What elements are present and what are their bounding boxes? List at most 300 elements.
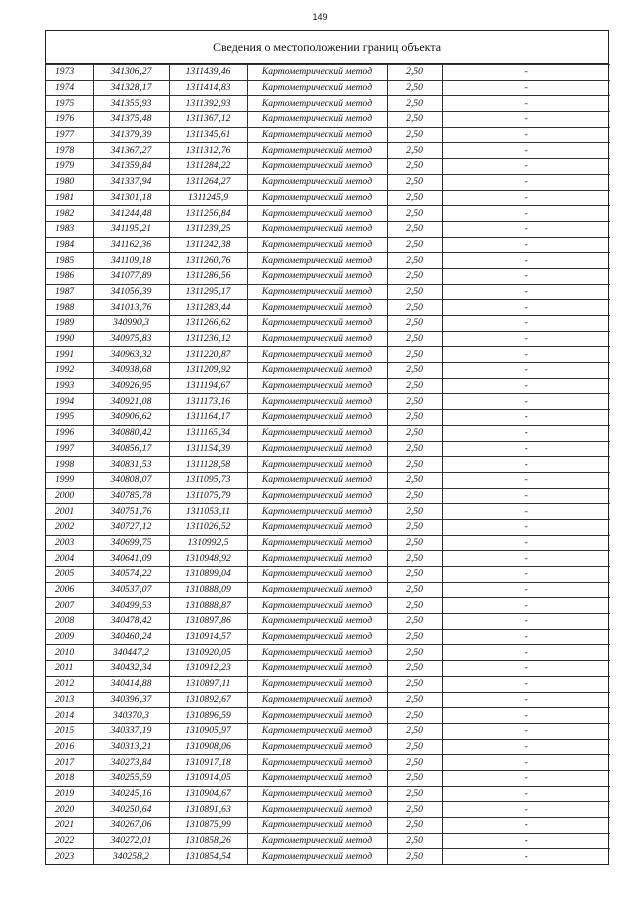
y-coordinate-cell: 1311194,67 [169,378,247,394]
x-coordinate-cell: 340808,07 [93,472,169,488]
accuracy-cell: 2,50 [387,833,442,849]
method-cell: Картометрический метод [247,425,387,441]
method-cell: Картометрический метод [247,708,387,724]
accuracy-cell: 2,50 [387,472,442,488]
table-row [46,253,610,269]
y-coordinate-cell: 1310948,92 [169,551,247,567]
description-cell: - [442,347,610,363]
method-cell: Картометрический метод [247,410,387,426]
point-number-cell: 1976 [46,112,93,128]
x-coordinate-cell: 341379,39 [93,127,169,143]
accuracy-cell: 2,50 [387,849,442,864]
point-number-cell: 1999 [46,472,93,488]
method-cell: Картометрический метод [247,802,387,818]
y-coordinate-cell: 1310914,05 [169,770,247,786]
point-number-cell: 1985 [46,253,93,269]
accuracy-cell: 2,50 [387,629,442,645]
point-number-cell: 2012 [46,676,93,692]
x-coordinate-cell: 340880,42 [93,425,169,441]
accuracy-cell: 2,50 [387,535,442,551]
x-coordinate-cell: 340432,34 [93,661,169,677]
x-coordinate-cell: 340245,16 [93,786,169,802]
method-cell: Картометрический метод [247,739,387,755]
accuracy-cell: 2,50 [387,645,442,661]
accuracy-cell: 2,50 [387,425,442,441]
method-cell: Картометрический метод [247,551,387,567]
table-row [46,786,610,802]
accuracy-cell: 2,50 [387,676,442,692]
point-number-cell: 2013 [46,692,93,708]
method-cell: Картометрический метод [247,80,387,96]
table-row [46,614,610,630]
y-coordinate-cell: 1311260,76 [169,253,247,269]
method-cell: Картометрический метод [247,206,387,222]
accuracy-cell: 2,50 [387,519,442,535]
accuracy-cell: 2,50 [387,582,442,598]
x-coordinate-cell: 340447,2 [93,645,169,661]
description-cell: - [442,284,610,300]
y-coordinate-cell: 1310904,67 [169,786,247,802]
x-coordinate-cell: 340975,83 [93,331,169,347]
point-number-cell: 2019 [46,786,93,802]
point-number-cell: 1991 [46,347,93,363]
point-number-cell: 2000 [46,488,93,504]
x-coordinate-cell: 340831,53 [93,457,169,473]
x-coordinate-cell: 341244,48 [93,206,169,222]
accuracy-cell: 2,50 [387,723,442,739]
y-coordinate-cell: 1310912,23 [169,661,247,677]
x-coordinate-cell: 340460,24 [93,629,169,645]
accuracy-cell: 2,50 [387,818,442,834]
y-coordinate-cell: 1311312,76 [169,143,247,159]
description-cell: - [442,849,610,864]
point-number-cell: 1996 [46,425,93,441]
accuracy-cell: 2,50 [387,802,442,818]
y-coordinate-cell: 1311053,11 [169,504,247,520]
description-cell: - [442,519,610,535]
x-coordinate-cell: 340699,75 [93,535,169,551]
table-row [46,347,610,363]
description-cell: - [442,661,610,677]
point-number-cell: 2001 [46,504,93,520]
y-coordinate-cell: 1310891,63 [169,802,247,818]
y-coordinate-cell: 1311026,52 [169,519,247,535]
description-cell: - [442,363,610,379]
method-cell: Картометрический метод [247,755,387,771]
point-number-cell: 2004 [46,551,93,567]
point-number-cell: 2010 [46,645,93,661]
point-number-cell: 1990 [46,331,93,347]
table-row [46,755,610,771]
table-row [46,425,610,441]
x-coordinate-cell: 340499,53 [93,598,169,614]
description-cell: - [442,629,610,645]
description-cell: - [442,692,610,708]
x-coordinate-cell: 341195,21 [93,221,169,237]
y-coordinate-cell: 1311164,17 [169,410,247,426]
y-coordinate-cell: 1311256,84 [169,206,247,222]
y-coordinate-cell: 1311245,9 [169,190,247,206]
table-row [46,237,610,253]
accuracy-cell: 2,50 [387,786,442,802]
y-coordinate-cell: 1311286,56 [169,268,247,284]
method-cell: Картометрический метод [247,363,387,379]
y-coordinate-cell: 1311264,27 [169,174,247,190]
x-coordinate-cell: 341367,27 [93,143,169,159]
method-cell: Картометрический метод [247,237,387,253]
x-coordinate-cell: 340337,19 [93,723,169,739]
y-coordinate-cell: 1311242,38 [169,237,247,253]
method-cell: Картометрический метод [247,174,387,190]
method-cell: Картометрический метод [247,519,387,535]
x-coordinate-cell: 341056,39 [93,284,169,300]
point-number-cell: 1982 [46,206,93,222]
accuracy-cell: 2,50 [387,96,442,112]
point-number-cell: 1974 [46,80,93,96]
point-number-cell: 1995 [46,410,93,426]
point-number-cell: 1977 [46,127,93,143]
method-cell: Картометрический метод [247,190,387,206]
description-cell: - [442,268,610,284]
method-cell: Картометрический метод [247,268,387,284]
x-coordinate-cell: 341301,18 [93,190,169,206]
description-cell: - [442,551,610,567]
method-cell: Картометрический метод [247,629,387,645]
y-coordinate-cell: 1311075,79 [169,488,247,504]
table-row [46,143,610,159]
accuracy-cell: 2,50 [387,488,442,504]
y-coordinate-cell: 1310888,87 [169,598,247,614]
table-row [46,206,610,222]
table-row [46,582,610,598]
method-cell: Картометрический метод [247,143,387,159]
y-coordinate-cell: 1311236,12 [169,331,247,347]
table-row [46,519,610,535]
table-row [46,818,610,834]
boundary-table-sheet [45,30,609,865]
point-number-cell: 1979 [46,159,93,175]
table-row [46,676,610,692]
x-coordinate-cell: 340921,08 [93,394,169,410]
accuracy-cell: 2,50 [387,347,442,363]
table-row [46,65,610,81]
table-row [46,708,610,724]
method-cell: Картометрический метод [247,253,387,269]
table-row [46,174,610,190]
method-cell: Картометрический метод [247,645,387,661]
description-cell: - [442,253,610,269]
method-cell: Картометрический метод [247,833,387,849]
table-row [46,833,610,849]
table-row [46,316,610,332]
y-coordinate-cell: 1311295,17 [169,284,247,300]
accuracy-cell: 2,50 [387,174,442,190]
description-cell: - [442,159,610,175]
point-number-cell: 2002 [46,519,93,535]
y-coordinate-cell: 1311154,39 [169,441,247,457]
accuracy-cell: 2,50 [387,692,442,708]
point-number-cell: 2006 [46,582,93,598]
x-coordinate-cell: 341077,89 [93,268,169,284]
y-coordinate-cell: 1311414,83 [169,80,247,96]
description-cell: - [442,174,610,190]
point-number-cell: 2011 [46,661,93,677]
y-coordinate-cell: 1311345,61 [169,127,247,143]
method-cell: Картометрический метод [247,331,387,347]
description-cell: - [442,488,610,504]
y-coordinate-cell: 1311128,58 [169,457,247,473]
description-cell: - [442,755,610,771]
table-row [46,284,610,300]
accuracy-cell: 2,50 [387,159,442,175]
description-cell: - [442,300,610,316]
x-coordinate-cell: 341355,93 [93,96,169,112]
accuracy-cell: 2,50 [387,268,442,284]
y-coordinate-cell: 1310896,59 [169,708,247,724]
y-coordinate-cell: 1311367,12 [169,112,247,128]
accuracy-cell: 2,50 [387,127,442,143]
y-coordinate-cell: 1311095,73 [169,472,247,488]
table-row [46,80,610,96]
table-row [46,410,610,426]
accuracy-cell: 2,50 [387,739,442,755]
y-coordinate-cell: 1311173,16 [169,394,247,410]
description-cell: - [442,331,610,347]
table-row [46,849,610,864]
x-coordinate-cell: 340751,76 [93,504,169,520]
accuracy-cell: 2,50 [387,190,442,206]
y-coordinate-cell: 1310899,04 [169,567,247,583]
point-number-cell: 2003 [46,535,93,551]
description-cell: - [442,645,610,661]
x-coordinate-cell: 340906,62 [93,410,169,426]
x-coordinate-cell: 340255,59 [93,770,169,786]
method-cell: Картометрический метод [247,378,387,394]
method-cell: Картометрический метод [247,300,387,316]
table-row [46,127,610,143]
accuracy-cell: 2,50 [387,253,442,269]
x-coordinate-cell: 340938,68 [93,363,169,379]
table-row [46,645,610,661]
x-coordinate-cell: 340370,3 [93,708,169,724]
x-coordinate-cell: 340414,88 [93,676,169,692]
x-coordinate-cell: 340856,17 [93,441,169,457]
table-row [46,441,610,457]
x-coordinate-cell: 340267,06 [93,818,169,834]
table-row [46,331,610,347]
accuracy-cell: 2,50 [387,316,442,332]
y-coordinate-cell: 1310914,57 [169,629,247,645]
accuracy-cell: 2,50 [387,567,442,583]
accuracy-cell: 2,50 [387,770,442,786]
y-coordinate-cell: 1310858,26 [169,833,247,849]
x-coordinate-cell: 340727,12 [93,519,169,535]
method-cell: Картометрический метод [247,394,387,410]
description-cell: - [442,708,610,724]
description-cell: - [442,472,610,488]
accuracy-cell: 2,50 [387,410,442,426]
y-coordinate-cell: 1311392,93 [169,96,247,112]
method-cell: Картометрический метод [247,818,387,834]
method-cell: Картометрический метод [247,598,387,614]
point-number-cell: 1992 [46,363,93,379]
point-number-cell: 1975 [46,96,93,112]
y-coordinate-cell: 1311284,22 [169,159,247,175]
y-coordinate-cell: 1310917,18 [169,755,247,771]
y-coordinate-cell: 1311220,87 [169,347,247,363]
table-row [46,472,610,488]
y-coordinate-cell: 1310905,97 [169,723,247,739]
table-row [46,535,610,551]
y-coordinate-cell: 1310992,5 [169,535,247,551]
point-number-cell: 2016 [46,739,93,755]
accuracy-cell: 2,50 [387,80,442,96]
method-cell: Картометрический метод [247,284,387,300]
table-row [46,504,610,520]
description-cell: - [442,535,610,551]
x-coordinate-cell: 340926,95 [93,378,169,394]
point-number-cell: 2023 [46,849,93,864]
table-row [46,723,610,739]
point-number-cell: 2015 [46,723,93,739]
x-coordinate-cell: 341109,18 [93,253,169,269]
description-cell: - [442,802,610,818]
accuracy-cell: 2,50 [387,708,442,724]
method-cell: Картометрический метод [247,614,387,630]
coordinates-table [46,64,610,864]
x-coordinate-cell: 341375,48 [93,112,169,128]
method-cell: Картометрический метод [247,582,387,598]
x-coordinate-cell: 340396,37 [93,692,169,708]
method-cell: Картометрический метод [247,441,387,457]
table-row [46,190,610,206]
table-row [46,159,610,175]
method-cell: Картометрический метод [247,472,387,488]
point-number-cell: 2007 [46,598,93,614]
table-row [46,661,610,677]
table-row [46,692,610,708]
y-coordinate-cell: 1310897,11 [169,676,247,692]
y-coordinate-cell: 1310897,86 [169,614,247,630]
method-cell: Картометрический метод [247,316,387,332]
x-coordinate-cell: 341162,36 [93,237,169,253]
point-number-cell: 1998 [46,457,93,473]
accuracy-cell: 2,50 [387,661,442,677]
y-coordinate-cell: 1311439,46 [169,65,247,81]
point-number-cell: 1983 [46,221,93,237]
table-row [46,739,610,755]
description-cell: - [442,614,610,630]
accuracy-cell: 2,50 [387,363,442,379]
description-cell: - [442,112,610,128]
x-coordinate-cell: 340273,84 [93,755,169,771]
sheet-title: Сведения о местоположении границ объекта [46,31,608,64]
method-cell: Картометрический метод [247,347,387,363]
description-cell: - [442,221,610,237]
accuracy-cell: 2,50 [387,598,442,614]
accuracy-cell: 2,50 [387,300,442,316]
point-number-cell: 1981 [46,190,93,206]
method-cell: Картометрический метод [247,567,387,583]
y-coordinate-cell: 1310920,05 [169,645,247,661]
table-row [46,96,610,112]
x-coordinate-cell: 340641,09 [93,551,169,567]
accuracy-cell: 2,50 [387,65,442,81]
method-cell: Картометрический метод [247,770,387,786]
page-number: 149 [312,12,328,22]
point-number-cell: 2017 [46,755,93,771]
method-cell: Картометрический метод [247,723,387,739]
y-coordinate-cell: 1311239,25 [169,221,247,237]
x-coordinate-cell: 340250,64 [93,802,169,818]
method-cell: Картометрический метод [247,65,387,81]
accuracy-cell: 2,50 [387,378,442,394]
description-cell: - [442,567,610,583]
point-number-cell: 2021 [46,818,93,834]
point-number-cell: 1997 [46,441,93,457]
description-cell: - [442,65,610,81]
method-cell: Картометрический метод [247,692,387,708]
x-coordinate-cell: 340313,21 [93,739,169,755]
method-cell: Картометрический метод [247,786,387,802]
method-cell: Картометрический метод [247,96,387,112]
method-cell: Картометрический метод [247,849,387,864]
table-row [46,221,610,237]
accuracy-cell: 2,50 [387,284,442,300]
method-cell: Картометрический метод [247,504,387,520]
y-coordinate-cell: 1311165,34 [169,425,247,441]
accuracy-cell: 2,50 [387,755,442,771]
accuracy-cell: 2,50 [387,614,442,630]
x-coordinate-cell: 341328,17 [93,80,169,96]
method-cell: Картометрический метод [247,159,387,175]
x-coordinate-cell: 341306,27 [93,65,169,81]
y-coordinate-cell: 1310854,54 [169,849,247,864]
point-number-cell: 2022 [46,833,93,849]
description-cell: - [442,457,610,473]
x-coordinate-cell: 340258,2 [93,849,169,864]
description-cell: - [442,378,610,394]
table-row [46,488,610,504]
accuracy-cell: 2,50 [387,206,442,222]
description-cell: - [442,316,610,332]
table-row [46,457,610,473]
table-row [46,394,610,410]
table-row [46,802,610,818]
y-coordinate-cell: 1311283,44 [169,300,247,316]
point-number-cell: 1980 [46,174,93,190]
description-cell: - [442,441,610,457]
method-cell: Картометрический метод [247,112,387,128]
accuracy-cell: 2,50 [387,331,442,347]
description-cell: - [442,127,610,143]
accuracy-cell: 2,50 [387,551,442,567]
description-cell: - [442,80,610,96]
x-coordinate-cell: 340574,22 [93,567,169,583]
description-cell: - [442,504,610,520]
method-cell: Картометрический метод [247,676,387,692]
y-coordinate-cell: 1310888,09 [169,582,247,598]
method-cell: Картометрический метод [247,127,387,143]
table-row [46,363,610,379]
x-coordinate-cell: 340272,01 [93,833,169,849]
table-row [46,112,610,128]
table-row [46,598,610,614]
point-number-cell: 1993 [46,378,93,394]
accuracy-cell: 2,50 [387,457,442,473]
method-cell: Картометрический метод [247,488,387,504]
table-row [46,378,610,394]
